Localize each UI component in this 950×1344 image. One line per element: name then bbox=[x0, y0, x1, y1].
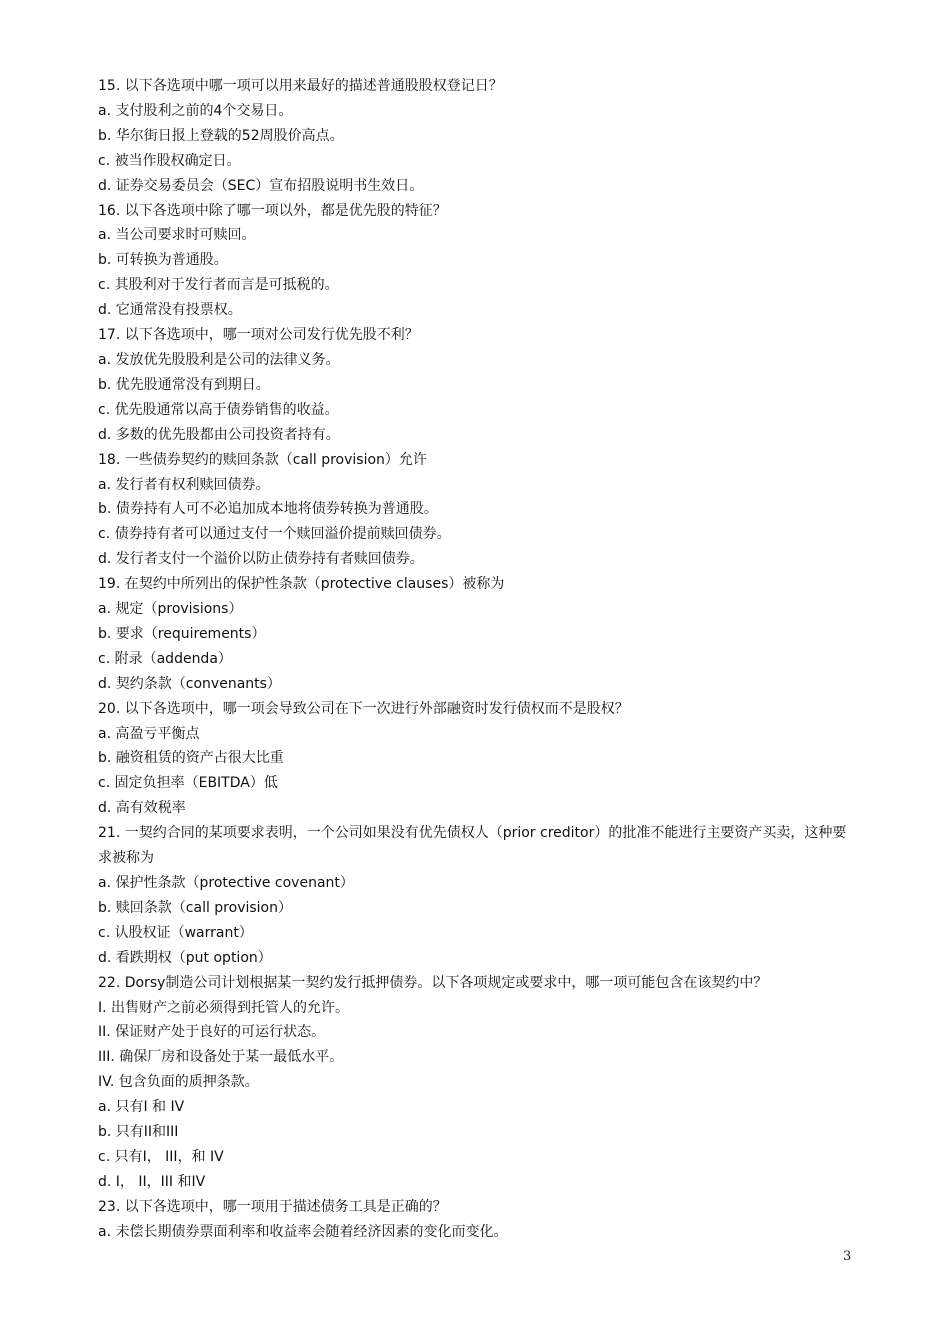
statement-22-iv: IV. 包含负面的质押条款。 bbox=[98, 1074, 259, 1091]
question-18: 18. 一些债券契约的赎回条款（call provision）允许 bbox=[98, 451, 427, 468]
option-20a: a. 高盈亏平衡点 bbox=[98, 725, 200, 742]
option-18d: d. 发行者支付一个溢价以防止债券持有者赎回债券。 bbox=[98, 551, 424, 568]
option-21b: b. 赎回条款（call provision） bbox=[98, 899, 292, 916]
option-19b: b. 要求（requirements） bbox=[98, 625, 266, 642]
question-20: 20. 以下各选项中，哪一项会导致公司在下一次进行外部融资时发行债权而不是股权？ bbox=[98, 700, 629, 717]
question-16: 16. 以下各选项中除了哪一项以外，都是优先股的特征？ bbox=[98, 202, 447, 219]
document-body bbox=[98, 74, 858, 1245]
question-22: 22. Dorsy制造公司计划根据某一契约发行抵押债券。以下各项规定或要求中，哪一项可能包含在该契约中？ bbox=[98, 974, 768, 991]
option-19a: a. 规定（provisions） bbox=[98, 601, 243, 618]
page-number: 3 bbox=[843, 1249, 852, 1264]
option-15d: d. 证券交易委员会（SEC）宣布招股说明书生效日。 bbox=[98, 177, 424, 194]
option-18b: b. 债券持有人可不必追加成本地将债券转换为普通股。 bbox=[98, 501, 438, 518]
option-20c: c. 固定负担率（EBITDA）低 bbox=[98, 775, 278, 792]
option-21c: c. 认股权证（warrant） bbox=[98, 924, 253, 941]
option-15c: c. 被当作股权确定日。 bbox=[98, 152, 241, 169]
statement-22-ii: II. 保证财产处于良好的可运行状态。 bbox=[98, 1024, 326, 1041]
option-17d: d. 多数的优先股都由公司投资者持有。 bbox=[98, 426, 340, 443]
option-16b: b. 可转换为普通股。 bbox=[98, 252, 228, 269]
statement-22-i: I. 出售财产之前必须得到托管人的允许。 bbox=[98, 999, 350, 1016]
option-21d: d. 看跌期权（put option） bbox=[98, 949, 272, 966]
question-21: 21. 一契约合同的某项要求表明，一个公司如果没有优先债权人（prior creditor）的批准不能进行主要资产买卖，这种要求被称为 bbox=[98, 825, 847, 867]
option-20b: b. 融资租赁的资产占很大比重 bbox=[98, 750, 284, 767]
option-22c: c. 只有I， III，和 IV bbox=[98, 1148, 224, 1165]
option-17a: a. 发放优先股股利是公司的法律义务。 bbox=[98, 351, 340, 368]
question-15: 15. 以下各选项中哪一项可以用来最好的描述普通股股权登记日？ bbox=[98, 78, 503, 94]
option-18a: a. 发行者有权利赎回债券。 bbox=[98, 476, 270, 493]
option-22a: a. 只有I 和 IV bbox=[98, 1099, 185, 1116]
option-16d: d. 它通常没有投票权。 bbox=[98, 302, 242, 319]
question-17: 17. 以下各选项中，哪一项对公司发行优先股不利？ bbox=[98, 327, 419, 344]
option-21a: a. 保护性条款（protective covenant） bbox=[98, 875, 354, 891]
option-16a: a. 当公司要求时可赎回。 bbox=[98, 227, 256, 244]
option-16c: c. 其股利对于发行者而言是可抵税的。 bbox=[98, 277, 339, 294]
statement-22-iii: III. 确保厂房和设备处于某一最低水平。 bbox=[98, 1049, 344, 1066]
option-15b: b. 华尔街日报上登载的52周股价高点。 bbox=[98, 127, 344, 144]
question-19: 19. 在契约中所列出的保护性条款（protective clauses）被称为 bbox=[98, 576, 505, 593]
option-17c: c. 优先股通常以高于债券销售的收益。 bbox=[98, 401, 339, 418]
option-19c: c. 附录（addenda） bbox=[98, 650, 232, 667]
option-19d: d. 契约条款（convenants） bbox=[98, 675, 281, 692]
option-17b: b. 优先股通常没有到期日。 bbox=[98, 376, 270, 393]
option-23a: a. 未偿长期债券票面利率和收益率会随着经济因素的变化而变化。 bbox=[98, 1223, 508, 1240]
question-23: 23. 以下各选项中，哪一项用于描述债务工具是正确的？ bbox=[98, 1198, 447, 1215]
option-22b: b. 只有II和III bbox=[98, 1124, 179, 1141]
option-18c: c. 债券持有者可以通过支付一个赎回溢价提前赎回债券。 bbox=[98, 526, 451, 543]
option-22d: d. I， II，III 和IV bbox=[98, 1173, 206, 1190]
option-20d: d. 高有效税率 bbox=[98, 800, 186, 817]
option-15a: a. 支付股利之前的4个交易日。 bbox=[98, 102, 293, 119]
